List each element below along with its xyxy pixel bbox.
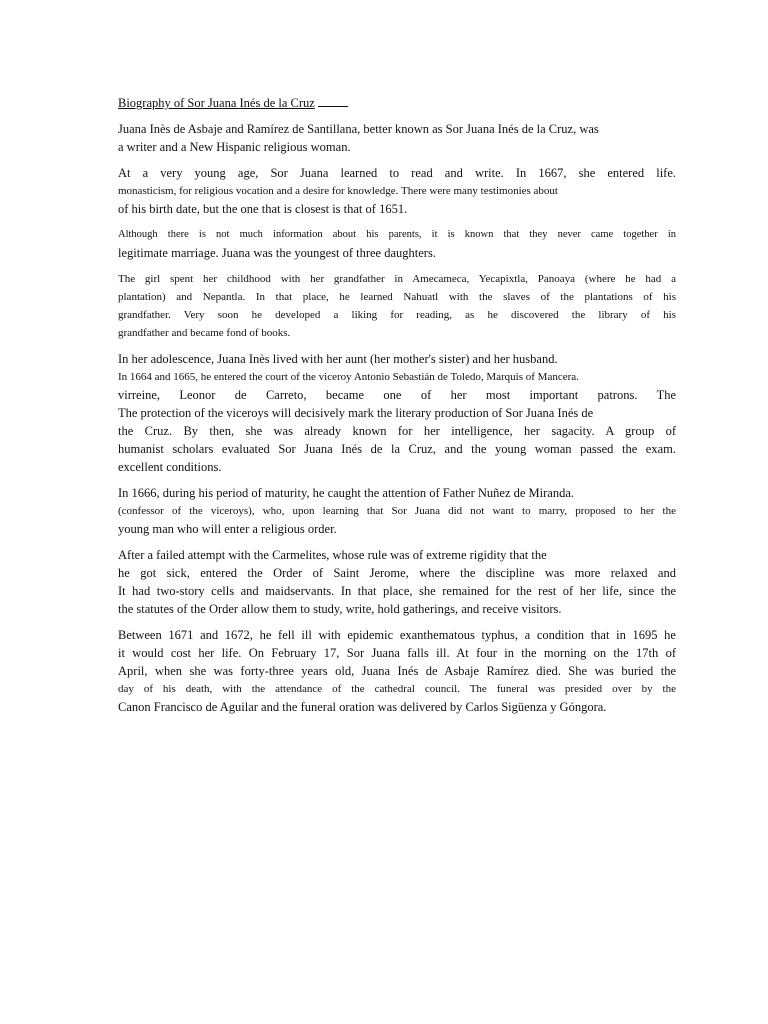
title-row: [118, 94, 676, 120]
text-line: excellent conditions.: [118, 460, 222, 474]
paragraph: [118, 484, 676, 538]
text-line: In 1664 and 1665, he entered the court of the viceroy Antonio Sebastián de Toledo, Marquis of Mancera.: [118, 371, 579, 383]
text-line: monasticism, for religious vocation and a desire for knowledge. There were many testimonies about: [118, 185, 558, 197]
title-underline: [318, 105, 348, 107]
text-line: Between 1671 and 1672, he fell ill with epidemic exanthematous typhus, a condition that in 1695 he: [118, 628, 676, 642]
text-line: it would cost her life. On February 17, Sor Juana falls ill. At four in the morning on the 17th of: [118, 646, 676, 660]
text-line: After a failed attempt with the Carmelites, whose rule was of extreme rigidity that the: [118, 548, 547, 562]
document-body: [118, 120, 676, 716]
paragraph: [118, 226, 676, 262]
paragraph: [118, 120, 676, 156]
text-line: the Cruz. By then, she was already known for her intelligence, her sagacity. A group of: [118, 424, 676, 438]
text-line: In her adolescence, Juana Inès lived with her aunt (her mother's sister) and her husband.: [118, 352, 558, 366]
text-line: a writer and a New Hispanic religious woman.: [118, 140, 351, 154]
text-line: he got sick, entered the Order of Saint Jerome, where the discipline was more relaxed and: [118, 566, 676, 580]
text-line: In 1666, during his period of maturity, he caught the attention of Father Nuñez de Miranda.: [118, 486, 575, 500]
text-line: Canon Francisco de Aguilar and the funeral oration was delivered by Carlos Sigüenza y Góngora.: [118, 700, 607, 714]
text-line: April, when she was forty-three years old, Juana Inés de Asbaje Ramírez died. She was buried the: [118, 664, 676, 678]
paragraph: [118, 546, 676, 618]
document-page: [118, 94, 676, 724]
text-line: At a very young age, Sor Juana learned to read and write. In 1667, she entered life.: [118, 166, 676, 180]
text-line: legitimate marriage. Juana was the youngest of three daughters.: [118, 246, 436, 260]
text-line: virreine, Leonor de Carreto, became one of her most important patrons. The: [118, 388, 676, 402]
text-line: Although there is not much information about his parents, it is known that they never came together in: [118, 229, 676, 240]
text-line: the statutes of the Order allow them to study, write, hold gatherings, and receive visitors.: [118, 602, 562, 616]
paragraph: [118, 626, 676, 716]
text-line: humanist scholars evaluated Sor Juana Inés de la Cruz, and the young woman passed the exam.: [118, 442, 676, 456]
text-line: grandfather and became fond of books.: [118, 327, 291, 339]
text-line: It had two-story cells and maidservants. In that place, she remained for the rest of her life, since the: [118, 584, 676, 598]
text-line: plantation) and Nepantla. In that place, he learned Nahuatl with the slaves of the plantations of his: [118, 291, 676, 303]
paragraph: [118, 164, 676, 218]
text-line: (confessor of the viceroys), who, upon learning that Sor Juana did not want to marry, proposed to her the: [118, 505, 676, 517]
text-line: Juana Inès de Asbaje and Ramírez de Santillana, better known as Sor Juana Inés de la Cruz, was: [118, 122, 599, 136]
text-line: day of his death, with the attendance of the cathedral council. The funeral was presided over by the: [118, 683, 676, 695]
paragraph: [118, 350, 676, 476]
paragraph: [118, 270, 676, 342]
text-line: grandfather. Very soon he developed a liking for reading, as he discovered the library of his: [118, 309, 676, 321]
text-line: of his birth date, but the one that is closest is that of 1651.: [118, 202, 408, 216]
text-line: young man who will enter a religious order.: [118, 522, 337, 536]
text-line: The protection of the viceroys will decisively mark the literary production of Sor Juana Inés de: [118, 406, 594, 420]
document-title: Biography of Sor Juana Inés de la Cruz: [118, 96, 315, 110]
text-line: The girl spent her childhood with her grandfather in Amecameca, Yecapixtla, Panoaya (where he had a: [118, 273, 676, 285]
